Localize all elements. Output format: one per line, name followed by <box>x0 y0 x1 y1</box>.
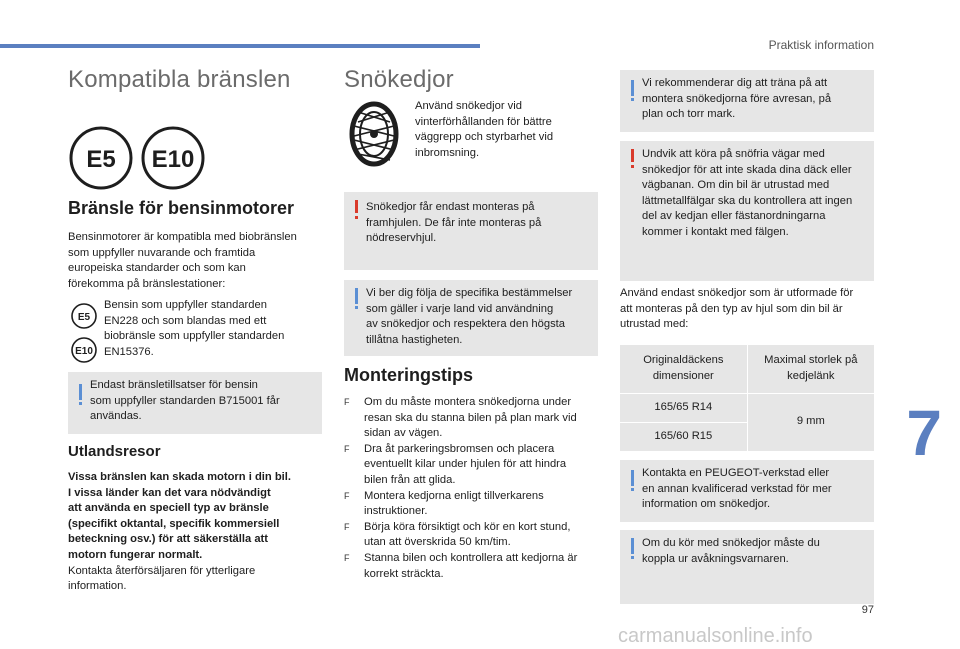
info-icon <box>631 470 634 486</box>
workshop-info-box: Kontakta en PEUGEOT-verkstad eller en annan kvalificerad verkstad för mer information om snökedjor. <box>620 460 874 522</box>
info-icon <box>631 538 634 554</box>
regulations-info-box: Vi ber dig följa de specifika bestämmelser som gäller i varje land vid användning av snökedjor och respektera den högsta tillåtna hastigheten. <box>344 280 598 356</box>
badge-description: Bensin som uppfyller standarden EN228 och som blandas med ett biobränsle som uppfyller standarden EN15376. <box>104 299 285 358</box>
bullet-icon: F <box>344 552 350 563</box>
section-title: Praktisk information <box>768 38 874 52</box>
svg-text:E5: E5 <box>77 312 91 323</box>
snow-chains-title: Snökedjor <box>344 66 454 93</box>
chain-size-table-wrapper <box>620 345 874 451</box>
table-row <box>620 393 874 422</box>
badge-large-2: E10 <box>151 146 195 173</box>
table-cell: 165/60 R15 <box>620 422 747 451</box>
bullet-icon: F <box>344 521 350 532</box>
list-item: F Om du måste montera snökedjorna under resan ska du stanna bilen på plan mark vid sidan av vägen. <box>344 396 577 440</box>
list-item: F Börja köra försiktigt och kör en kort stund, utan att överskrida 50 km/tim. <box>344 520 571 549</box>
list-item: F Stanna bilen och kontrollera att kedjorna är korrekt sträckta. <box>344 551 578 580</box>
info-icon <box>79 384 82 400</box>
e5-small-badge-icon <box>72 304 96 328</box>
bullet-icon: F <box>344 397 350 407</box>
info-icon <box>355 288 358 304</box>
warning-icon <box>631 149 634 162</box>
mounting-tips-title: Monteringstips <box>344 365 473 385</box>
table-cell: 9 mm <box>796 415 825 428</box>
watermark: carmanualsonline.info <box>618 625 813 647</box>
petrol-intro: Bensinmotorer är kompatibla med biobränslen som uppfyller nuvarande och framtida europeiska standarder och som kan förekomma på bränslestationer: <box>68 231 297 290</box>
header-bar <box>0 44 480 48</box>
list-item: F Dra åt parkeringsbromsen och placera eventuellt kilar under hjulen för att hindra bilen från att glida. <box>344 442 567 486</box>
list-item: F Montera kedjorna enligt tillverkarens instruktioner. <box>344 489 544 518</box>
abroad-text: Vissa bränslen kan skada motorn i din bil. I vissa länder kan det vara nödvändigt att använda en speciell typ av bränsle (specifikt oktantal, specifik kommersiell beteckning osv.) för att säkerställa att motorn fungerar normalt. Kontakta återförsäljaren för ytterligare information. <box>68 471 291 593</box>
fuel-title: Kompatibla bränslen <box>68 66 291 93</box>
snow-chains-intro: Använd snökedjor vid vinterförhållanden för bättre väggrepp och styrbarhet vid inbromsning. <box>415 100 554 159</box>
info-icon <box>631 80 634 96</box>
mounting-tips-list <box>344 395 600 582</box>
badge-large-1: E5 <box>86 146 116 173</box>
bullet-icon: F <box>344 443 350 454</box>
chain-size-table <box>620 345 874 451</box>
svg-text:E10: E10 <box>75 346 93 357</box>
small-badges <box>68 303 102 365</box>
snowfree-roads-warning-box: Undvik att köra på snöfria vägar med snökedjor för att inte skada dina däck eller vägbanan. Om din bil är utrustad med lättmetallfälgar ska du kontrollera att ingen del av kedjan eller fästanordningarna kommer i kontakt med fälgen. <box>620 141 874 281</box>
chapter-number: 7 <box>906 397 942 469</box>
fuel-badges <box>68 126 208 192</box>
e10-small-badge-icon <box>72 338 96 362</box>
warning-icon <box>355 200 358 213</box>
chain-usage-text: Använd endast snökedjor som är utformade för att monteras på den typ av hjul som din bil är utrustad med: <box>620 287 854 331</box>
additive-info-box: Endast bränsletillsatser för bensin som uppfyller standarden B715001 får användas. <box>68 372 322 434</box>
page-number: 97 <box>861 604 874 616</box>
practice-info-box: Vi rekommenderar dig att träna på att montera snökedjorna före avresan, på plan och torr mark. <box>620 70 874 132</box>
table-header: Originaldäckens dimensioner <box>620 345 747 393</box>
petrol-subtitle: Bränsle för bensinmotorer <box>68 198 295 218</box>
e10-badge-icon <box>143 128 203 188</box>
front-wheels-warning-box: Snökedjor får endast monteras på framhjulen. De får inte monteras på nödreservhjul. <box>344 192 598 270</box>
table-header: Maximal storlek på kedjelänk <box>747 345 874 393</box>
lane-warning-info-box: Om du kör med snökedjor måste du koppla ur avåkningsvarnaren. <box>620 530 874 604</box>
abroad-title: Utlandsresor <box>68 443 161 460</box>
e5-badge-icon <box>71 128 131 188</box>
snow-chain-icon <box>344 100 404 168</box>
bullet-icon: F <box>344 490 350 501</box>
table-cell: 165/65 R14 <box>620 393 747 422</box>
